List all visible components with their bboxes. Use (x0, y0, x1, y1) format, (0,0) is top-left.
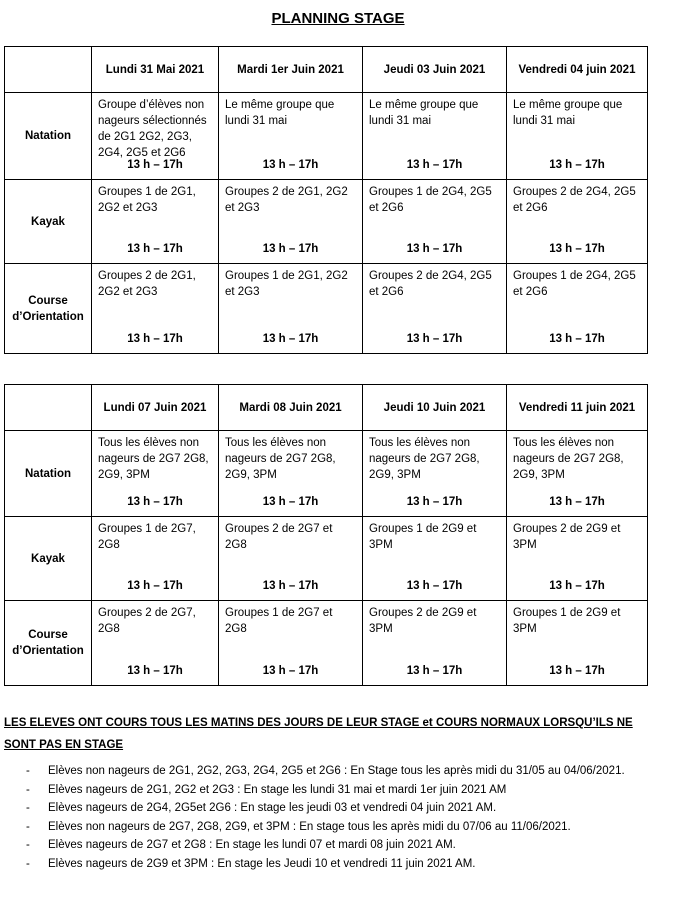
cell-time: 13 h – 17h (549, 496, 605, 508)
schedule-cell (92, 93, 219, 180)
cell-groups: Tous les élèves non nageurs de 2G7 2G8, 2G9, 3PM (369, 437, 480, 481)
cell-groups: Groupes 1 de 2G1, 2G2 et 2G3 (98, 186, 196, 214)
list-item (26, 781, 625, 800)
schedule-cell (363, 517, 507, 601)
header-row (5, 385, 648, 431)
schedule-cell (92, 517, 219, 601)
cell-groups: Groupes 2 de 2G4, 2G5 et 2G6 (369, 270, 492, 298)
list-item-text: Elèves nageurs de 2G4, 2G5et 2G6 : En stage les jeudi 03 et vendredi 04 juin 2021 AM. (48, 802, 497, 814)
cell-groups: Groupes 2 de 2G4, 2G5 et 2G6 (513, 186, 636, 214)
notes-list (26, 762, 625, 873)
cell-time: 13 h – 17h (549, 159, 605, 171)
table-row (5, 180, 648, 264)
cell-groups: Groupes 1 de 2G7, 2G8 (98, 523, 196, 551)
list-item (26, 836, 625, 855)
cell-groups: Groupe d’élèves non nageurs sélectionnés de 2G1 2G2, 2G3, 2G4, 2G5 et 2G6 (98, 99, 207, 159)
list-item-text: Elèves non nageurs de 2G7, 2G8, 2G9, et 3PM : En stage tous les après midi du 07/06 au 11/06/2021. (48, 820, 571, 833)
table-row (5, 93, 648, 180)
day-header: Vendredi 11 juin 2021 (507, 385, 648, 431)
day-header: Jeudi 03 Juin 2021 (363, 47, 507, 93)
table-row (5, 264, 648, 354)
schedule-cell (219, 264, 363, 354)
schedule-cell (363, 180, 507, 264)
schedule-cell (92, 180, 219, 264)
activity-label: Natation (5, 431, 92, 517)
cell-groups: Groupes 2 de 2G1, 2G2 et 2G3 (98, 270, 196, 298)
cell-time: 13 h – 17h (549, 665, 605, 677)
cell-time: 13 h – 17h (406, 333, 463, 345)
activity-label: Course d’Orientation (5, 601, 92, 686)
cell-groups: Groupes 1 de 2G4, 2G5 et 2G6 (369, 186, 492, 214)
cell-time: 13 h – 17h (406, 580, 463, 592)
cell-groups: Le même groupe que lundi 31 mai (225, 99, 335, 127)
bullet-dash: - (26, 857, 30, 870)
cell-time: 13 h – 17h (262, 496, 319, 508)
schedule-cell (507, 601, 648, 686)
cell-groups: Groupes 1 de 2G1, 2G2 et 2G3 (225, 270, 348, 298)
day-header (5, 385, 92, 431)
schedule-cell (507, 431, 648, 517)
cell-groups: Tous les élèves non nageurs de 2G7 2G8, 2G9, 3PM (513, 437, 624, 481)
schedule-cell (363, 264, 507, 354)
cell-groups: Groupes 1 de 2G9 et 3PM (369, 523, 477, 551)
cell-groups: Groupes 1 de 2G4, 2G5 et 2G6 (513, 270, 636, 298)
schedule-cell (363, 431, 507, 517)
header-row (5, 47, 648, 93)
cell-time: 13 h – 17h (127, 496, 183, 508)
cell-time: 13 h – 17h (262, 333, 319, 345)
activity-label: Course d’Orientation (5, 264, 92, 354)
bullet-dash: - (26, 765, 30, 777)
cell-groups: Groupes 2 de 2G7 et 2G8 (225, 523, 333, 551)
bullet-dash: - (26, 839, 30, 851)
bullet-dash: - (26, 820, 30, 833)
list-item (26, 855, 625, 874)
cell-time: 13 h – 17h (262, 159, 319, 171)
list-item (26, 799, 625, 818)
day-header: Jeudi 10 Juin 2021 (363, 385, 507, 431)
table-row (5, 517, 648, 601)
day-header: Vendredi 04 juin 2021 (507, 47, 648, 93)
schedule-cell (507, 93, 648, 180)
schedule-table-week-1 (4, 46, 648, 354)
cell-time: 13 h – 17h (549, 333, 605, 345)
list-item-text: Elèves nageurs de 2G7 et 2G8 : En stage les lundi 07 et mardi 08 juin 2021 AM. (48, 839, 456, 851)
cell-groups: Le même groupe que lundi 31 mai (369, 99, 479, 127)
cell-groups: Groupes 2 de 2G9 et 3PM (513, 523, 621, 551)
bullet-dash: - (26, 783, 30, 796)
list-item-text: Elèves non nageurs de 2G1, 2G2, 2G3, 2G4, 2G5 et 2G6 : En Stage tous les après midi du 31/05 au 04/06/2021. (48, 765, 625, 777)
cell-groups: Groupes 2 de 2G9 et 3PM (369, 607, 477, 635)
day-header: Lundi 07 Juin 2021 (92, 385, 219, 431)
schedule-cell (219, 431, 363, 517)
table-row (5, 431, 648, 517)
notice-heading: LES ELEVES ONT COURS TOUS LES MATINS DES JOURS DE LEUR STAGE et COURS NORMAUX LORSQU’ILS NE SONT PAS EN STAGE (4, 717, 633, 751)
schedule-cell (363, 601, 507, 686)
schedule-cell (92, 264, 219, 354)
day-header (5, 47, 92, 93)
cell-time: 13 h – 17h (127, 159, 183, 171)
day-header: Mardi 1er Juin 2021 (219, 47, 363, 93)
schedule-cell (507, 264, 648, 354)
list-item-text: Elèves nageurs de 2G9 et 3PM : En stage les Jeudi 10 et vendredi 11 juin 2021 AM. (48, 857, 476, 870)
cell-time: 13 h – 17h (262, 665, 319, 677)
cell-time: 13 h – 17h (127, 243, 183, 255)
cell-time: 13 h – 17h (262, 243, 319, 255)
cell-time: 13 h – 17h (549, 243, 605, 255)
schedule-cell (219, 93, 363, 180)
schedule-cell (219, 601, 363, 686)
schedule-cell (507, 180, 648, 264)
cell-groups: Groupes 1 de 2G7 et 2G8 (225, 607, 333, 635)
cell-groups: Tous les élèves non nageurs de 2G7 2G8, 2G9, 3PM (98, 437, 209, 481)
schedule-cell (92, 601, 219, 686)
cell-time: 13 h – 17h (262, 580, 319, 592)
list-item (26, 818, 625, 837)
day-header: Mardi 08 Juin 2021 (219, 385, 363, 431)
schedule-table-week-2 (4, 384, 648, 686)
cell-time: 13 h – 17h (406, 496, 463, 508)
schedule-cell (92, 431, 219, 517)
activity-label: Kayak (5, 180, 92, 264)
list-item-text: Elèves nageurs de 2G1, 2G2 et 2G3 : En stage les lundi 31 mai et mardi 1er juin 2021 AM (48, 783, 507, 796)
cell-time: 13 h – 17h (406, 243, 463, 255)
activity-label: Kayak (5, 517, 92, 601)
cell-time: 13 h – 17h (127, 580, 183, 592)
page-title: PLANNING STAGE (271, 10, 405, 27)
cell-groups: Le même groupe que lundi 31 mai (513, 99, 623, 127)
day-header: Lundi 31 Mai 2021 (92, 47, 219, 93)
cell-groups: Tous les élèves non nageurs de 2G7 2G8, 2G9, 3PM (225, 437, 336, 481)
cell-time: 13 h – 17h (406, 665, 463, 677)
cell-time: 13 h – 17h (127, 333, 183, 345)
cell-groups: Groupes 2 de 2G7, 2G8 (98, 607, 196, 635)
cell-groups: Groupes 1 de 2G9 et 3PM (513, 607, 621, 635)
cell-time: 13 h – 17h (127, 665, 183, 677)
schedule-cell (363, 93, 507, 180)
schedule-cell (219, 517, 363, 601)
list-item (26, 762, 625, 781)
table-row (5, 601, 648, 686)
cell-groups: Groupes 2 de 2G1, 2G2 et 2G3 (225, 186, 348, 214)
cell-time: 13 h – 17h (549, 580, 605, 592)
activity-label: Natation (5, 93, 92, 180)
schedule-cell (507, 517, 648, 601)
bullet-dash: - (26, 802, 30, 814)
schedule-cell (219, 180, 363, 264)
cell-time: 13 h – 17h (406, 159, 463, 171)
